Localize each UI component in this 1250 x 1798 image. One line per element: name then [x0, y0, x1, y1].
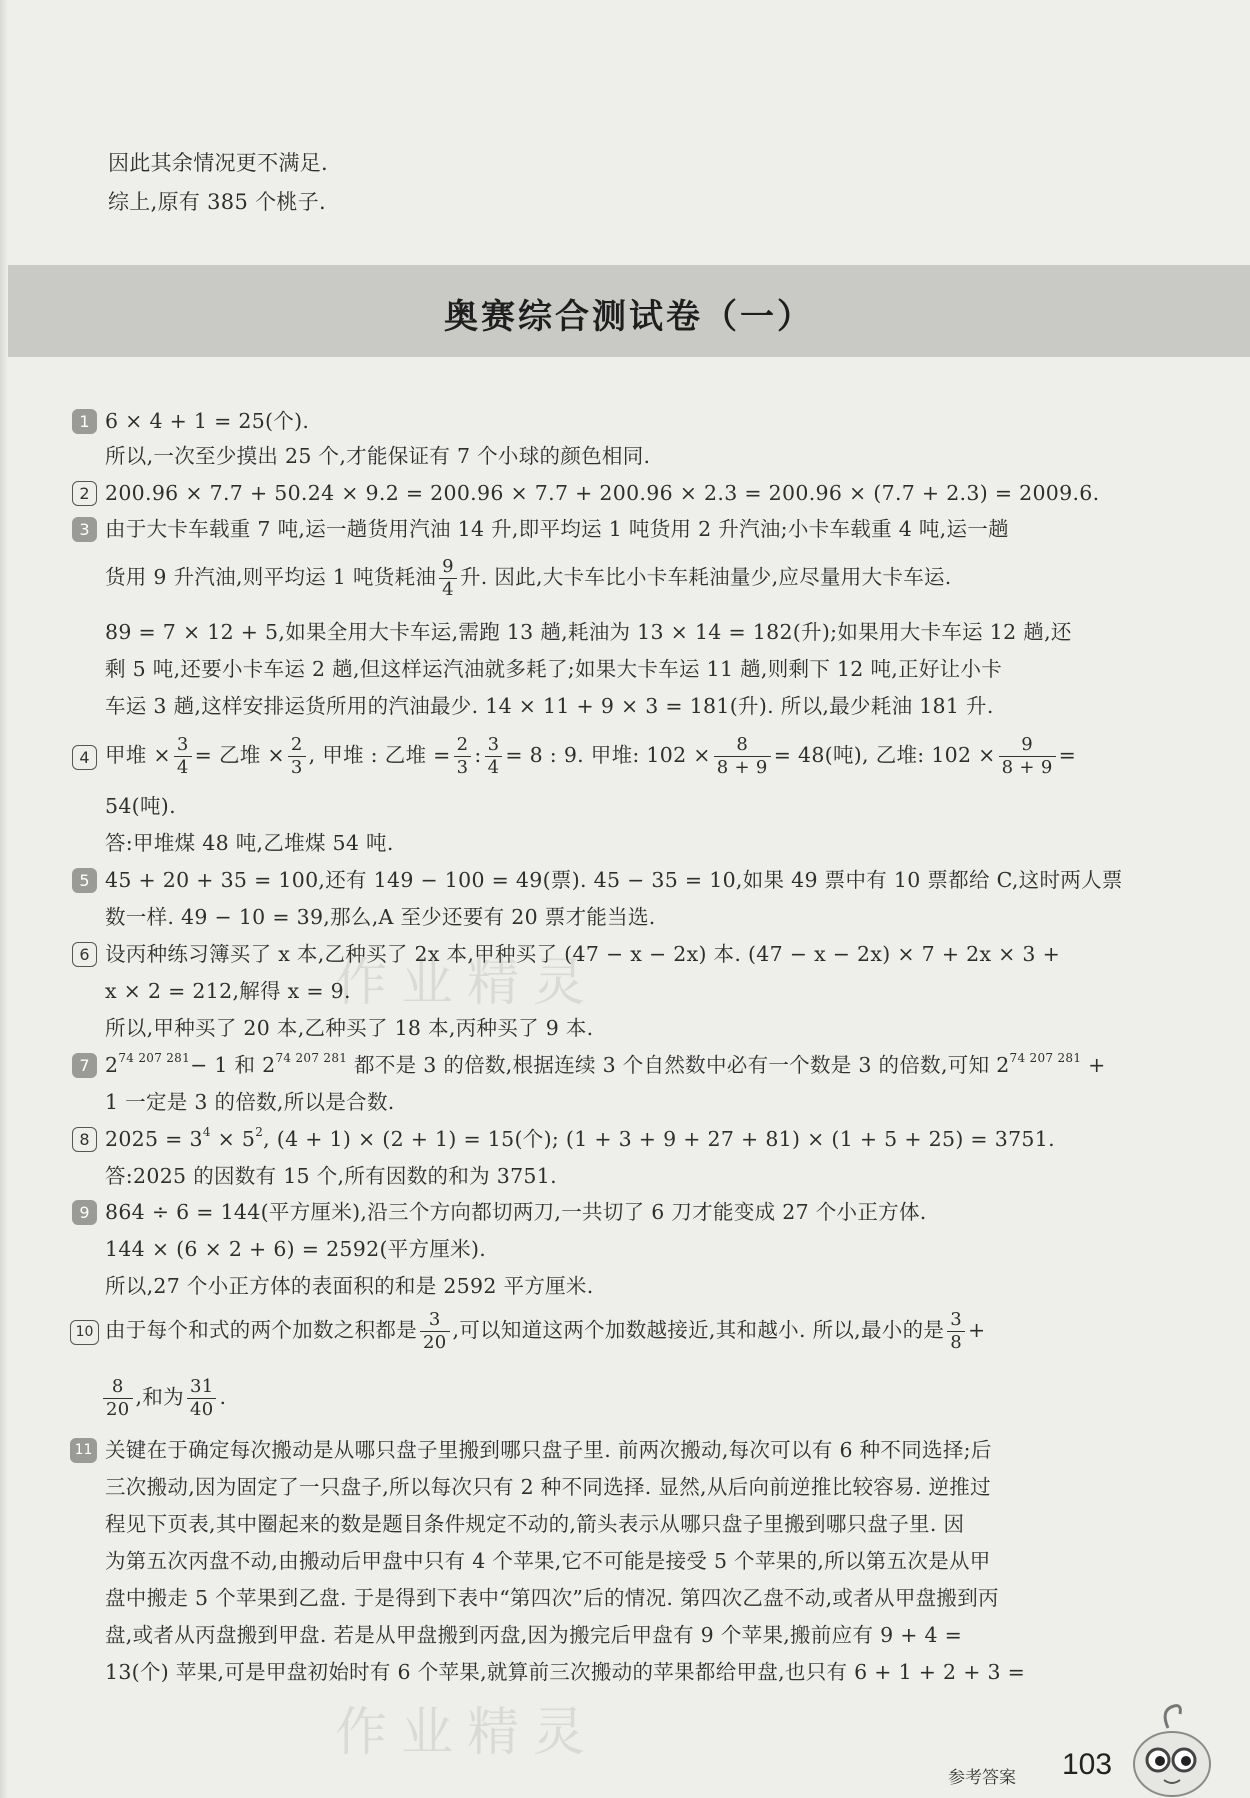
p7-text: +	[1081, 1053, 1106, 1077]
power-base: 2	[996, 1053, 1010, 1077]
problem-number-6: 6	[72, 942, 97, 967]
power-base: 2	[105, 1053, 119, 1077]
fraction-denominator: 4	[487, 757, 500, 778]
fraction	[454, 734, 472, 779]
p6-line-3: 所以,甲种买了 20 本,乙种买了 18 本,丙种买了 9 本.	[105, 1016, 594, 1040]
p7-line-2: 1 一定是 3 的倍数,所以是合数.	[105, 1090, 395, 1114]
p8-text: , (4 + 1) × (2 + 1) = 15(个); (1 + 3 + 9 + 27 + 81) × (1 + 5 + 25) = 3751.	[263, 1127, 1055, 1151]
p10-text: 由于每个和式的两个加数之积都是	[105, 1318, 417, 1342]
fraction-denominator: 20	[106, 1399, 130, 1420]
fraction-denominator: 40	[189, 1399, 214, 1420]
p11-line-3: 程见下页表,其中圈起来的数是题目条件规定不动的,箭头表示从哪只盘子里搬到哪只盘子里. 因	[105, 1512, 965, 1536]
p10-text: ,和为	[135, 1385, 184, 1409]
footer-label: 参考答案	[948, 1768, 1016, 1788]
p11-line-1: 关键在于确定每次搬动是从哪只盘子里搬到哪只盘子里. 前两次搬动,每次可以有 6 种不同选择;后	[105, 1438, 992, 1462]
exponent: 74 207 281	[118, 1051, 191, 1065]
watermark: 作业精灵	[335, 1703, 600, 1763]
p8-text: 2025 = 3	[105, 1127, 203, 1151]
page-title: 奥赛综合测试卷（一）	[444, 297, 814, 337]
fraction-numerator: 8	[103, 1376, 133, 1399]
fraction-numerator: 9	[999, 734, 1056, 757]
fraction-denominator: 8 + 9	[716, 757, 768, 778]
fraction	[420, 1309, 450, 1354]
p4-text: =	[1058, 743, 1077, 767]
p4-line-3: 答:甲堆煤 48 吨,乙堆煤 54 吨.	[105, 831, 394, 855]
fraction	[439, 556, 457, 601]
p10-text: ,可以知道这两个加数越接近,其和越小. 所以,最小的是	[452, 1318, 945, 1342]
problem-number-1: 1	[72, 409, 97, 434]
p10-text: +	[967, 1318, 986, 1342]
p7-text: 都不是 3 的倍数,根据连续 3 个自然数中必有一个数是 3 的倍数,可知	[347, 1053, 997, 1077]
problem-number-11: 11	[70, 1438, 97, 1463]
exponent: 74 207 281	[1009, 1051, 1082, 1065]
fraction	[485, 734, 503, 779]
p4-line-2: 54(吨).	[105, 794, 176, 818]
p4-text: , 甲堆 : 乙堆 =	[308, 743, 451, 767]
exponent: 2	[255, 1125, 264, 1139]
fraction-numerator: 2	[288, 734, 306, 757]
mascot-icon	[1130, 1700, 1240, 1798]
fraction-denominator: 8	[950, 1332, 962, 1353]
p1-line-1: 6 × 4 + 1 = 25(个).	[105, 409, 310, 433]
p9-line-2: 144 × (6 × 2 + 6) = 2592(平方厘米).	[105, 1237, 487, 1261]
p6-line-2: x × 2 = 212,解得 x = 9.	[105, 979, 351, 1003]
fraction-numerator: 31	[187, 1376, 217, 1399]
problem-number-9: 9	[72, 1200, 97, 1225]
fraction	[947, 1309, 965, 1354]
fraction-denominator: 4	[176, 757, 189, 778]
fraction	[187, 1376, 217, 1421]
fraction-numerator: 8	[714, 734, 771, 757]
fraction-numerator: 9	[439, 556, 457, 579]
problem-number-2: 2	[72, 481, 97, 506]
p4-text: :	[474, 743, 482, 767]
p11-line-6: 盘,或者从丙盘搬到甲盘. 若是从甲盘搬到丙盘,因为搬完后甲盘有 9 个苹果,搬前应有 9 + 4 =	[105, 1623, 963, 1647]
p10-line-1	[105, 1309, 985, 1354]
fraction-denominator: 8 + 9	[1001, 757, 1053, 778]
power-base: 2	[262, 1053, 276, 1077]
p4-text: = 8 : 9. 甲堆: 102 ×	[505, 743, 711, 767]
fraction-numerator: 3	[485, 734, 503, 757]
p2-line-1: 200.96 × 7.7 + 50.24 × 9.2 = 200.96 × 7.7 + 200.96 × 2.3 = 200.96 × (7.7 + 2.3) = 2009.6.	[105, 481, 1100, 505]
problem-number-7: 7	[72, 1053, 97, 1078]
p3-line-5: 车运 3 趟,这样安排运货所用的汽油最少. 14 × 11 + 9 × 3 = 181(升). 所以,最少耗油 181 升.	[105, 694, 994, 718]
p6-line-1: 设丙种练习簿买了 x 本,乙种买了 2x 本,甲种买了 (47 − x − 2x) 本. (47 − x − 2x) × 7 + 2x × 3 +	[105, 942, 1061, 966]
p8-text: × 5	[210, 1127, 256, 1151]
fraction	[999, 734, 1056, 779]
problem-number-5: 5	[72, 868, 97, 893]
exponent: 74 207 281	[275, 1051, 348, 1065]
fraction-denominator: 3	[456, 757, 469, 778]
p9-line-3: 所以,27 个小正方体的表面积的和是 2592 平方厘米.	[105, 1274, 594, 1298]
fraction	[174, 734, 192, 779]
problem-number-3: 3	[72, 517, 97, 542]
p5-line-2: 数一样. 49 − 10 = 39,那么,A 至少还要有 20 票才能当选.	[105, 905, 656, 929]
p10-text: .	[219, 1385, 227, 1409]
p4-line-1	[105, 734, 1076, 779]
page-edge	[0, 0, 8, 1798]
p7-line-1	[105, 1050, 1106, 1080]
p4-text: 甲堆 ×	[105, 743, 171, 767]
intro-line-1: 因此其余情况更不满足.	[108, 151, 328, 175]
p8-line-2: 答:2025 的因数有 15 个,所有因数的和为 3751.	[105, 1164, 557, 1188]
p5-line-1: 45 + 20 + 35 = 100,还有 149 − 100 = 49(票). 45 − 35 = 10,如果 49 票中有 10 票都给 C,这时两人票	[105, 868, 1123, 892]
p4-text: = 乙堆 ×	[194, 743, 285, 767]
p3-line-2-text-b: 升. 因此,大卡车比小卡车耗油量少,应尽量用大卡车运.	[459, 565, 952, 589]
p3-line-3: 89 = 7 × 12 + 5,如果全用大卡车运,需跑 13 趟,耗油为 13 × 14 = 182(升);如果用大卡车运 12 趟,还	[105, 620, 1072, 644]
p9-line-1: 864 ÷ 6 = 144(平方厘米),沿三个方向都切两刀,一共切了 6 刀才能变成 27 个小正方体.	[105, 1200, 927, 1224]
p10-line-2	[100, 1376, 226, 1421]
p3-line-2	[105, 556, 952, 601]
title-band	[8, 265, 1250, 357]
p11-line-7: 13(个) 苹果,可是甲盘初始时有 6 个苹果,就算前三次搬动的苹果都给甲盘,也只有 6 + 1 + 2 + 3 =	[105, 1660, 1026, 1684]
problem-number-4: 4	[72, 745, 97, 770]
p8-line-1	[105, 1124, 1055, 1154]
p1-line-2: 所以,一次至少摸出 25 个,才能保证有 7 个小球的颜色相同.	[105, 444, 651, 468]
fraction	[288, 734, 306, 779]
watermark: 作业精灵	[335, 953, 600, 1013]
fraction-numerator: 3	[420, 1309, 450, 1332]
fraction-numerator: 3	[174, 734, 192, 757]
p3-line-1: 由于大卡车载重 7 吨,运一趟货用汽油 14 升,即平均运 1 吨货用 2 升汽油;小卡车载重 4 吨,运一趟	[105, 517, 1009, 541]
fraction	[714, 734, 771, 779]
fraction	[103, 1376, 133, 1421]
intro-line-2: 综上,原有 385 个桃子.	[108, 190, 326, 214]
p3-line-2-text-a: 货用 9 升汽油,则平均运 1 吨货耗油	[105, 565, 437, 589]
p11-line-2: 三次搬动,因为固定了一只盘子,所以每次只有 2 种不同选择. 显然,从后向前逆推比较容易. 逆推过	[105, 1475, 991, 1499]
p11-line-4: 为第五次丙盘不动,由搬动后甲盘中只有 4 个苹果,它不可能是接受 5 个苹果的,所以第五次是从甲	[105, 1549, 991, 1573]
p3-line-4: 剩 5 吨,还要小卡车运 2 趟,但这样运汽油就多耗了;如果大卡车运 11 趟,则剩下 12 吨,正好让小卡	[105, 657, 1003, 681]
fraction-numerator: 3	[947, 1309, 965, 1332]
fraction-numerator: 2	[454, 734, 472, 757]
fraction-denominator: 20	[423, 1332, 447, 1353]
p11-line-5: 盘中搬走 5 个苹果到乙盘. 于是得到下表中“第四次”后的情况. 第四次乙盘不动,或者从甲盘搬到丙	[105, 1586, 999, 1610]
problem-number-8: 8	[72, 1127, 97, 1152]
exponent: 4	[202, 1125, 211, 1139]
fraction-denominator: 3	[290, 757, 303, 778]
problem-number-10: 10	[70, 1320, 99, 1345]
p4-text: = 48(吨), 乙堆: 102 ×	[773, 743, 996, 767]
fraction-denominator: 4	[442, 579, 454, 600]
page-number: 103	[1062, 1748, 1113, 1781]
p7-text: − 1 和	[190, 1053, 263, 1077]
